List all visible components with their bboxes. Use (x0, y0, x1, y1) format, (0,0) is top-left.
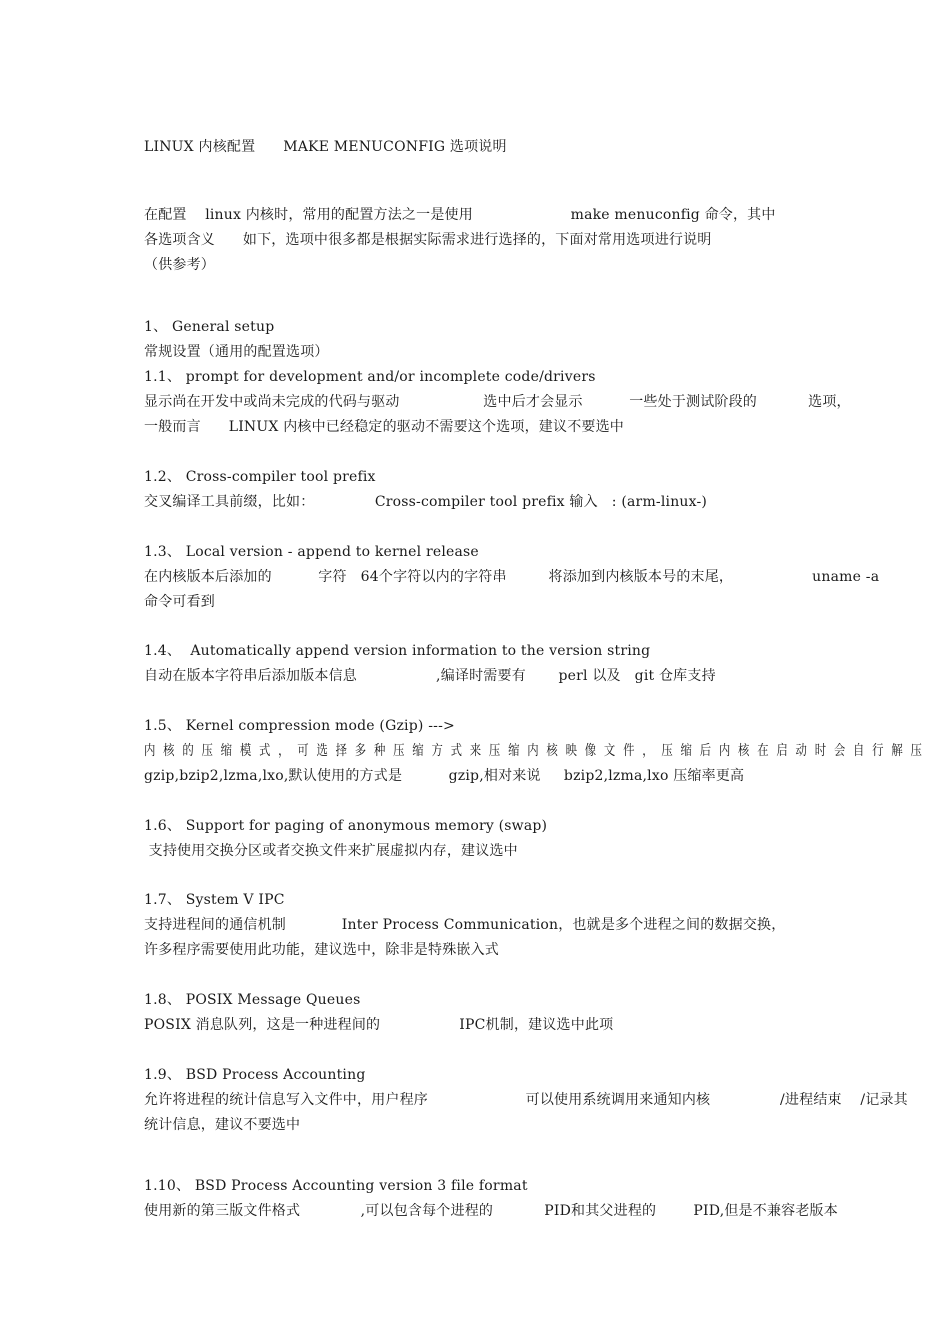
section-text: 自动在版本字符串后添加版本信息 ,编译时需要有 perl 以及 git 仓库支持 (144, 668, 716, 684)
section-text: 使用新的第三版文件格式 ,可以包含每个进程的 PID和其父进程的 PID,但是不兼容老版本 (144, 1203, 838, 1219)
section-text: 内核的压缩模式，可选择多种压缩方式来压缩内核映像文件，压缩后内核在启动时会自行解压 (144, 743, 930, 759)
section-heading: 1.6、 Support for paging of anonymous memory (swap) (144, 818, 548, 834)
section-text: gzip,bzip2,lzma,lxo,默认使用的方式是 gzip,相对来说 bzip2,lzma,lxo 压缩率更高 (144, 768, 745, 784)
section-text: 允许将进程的统计信息写入文件中，用户程序 可以使用系统调用来通知内核 /进程结束 /记录其 (144, 1092, 908, 1108)
section-heading: 1.5、 Kernel compression mode (Gzip) ---> (144, 718, 455, 734)
section-text: 统计信息，建议不要选中 (144, 1117, 301, 1133)
section-heading: 1.10、 BSD Process Accounting version 3 file format (144, 1178, 528, 1194)
section-text: 许多程序需要使用此功能，建议选中，除非是特殊嵌入式 (144, 942, 499, 958)
section-text: 常规设置（通用的配置选项） (144, 344, 329, 360)
section-heading: 1.9、 BSD Process Accounting (144, 1067, 366, 1083)
section-heading: 1.4、 Automatically append version information to the version string (144, 643, 651, 659)
section-heading: 1.7、 System V IPC (144, 892, 285, 908)
section-heading: 1.8、 POSIX Message Queues (144, 992, 361, 1008)
document-title: LINUX 内核配置 MAKE MENUCONFIG 选项说明 (144, 139, 507, 155)
section-text: 一般而言 LINUX 内核中已经稳定的驱动不需要这个选项，建议不要选中 (144, 419, 624, 435)
intro-line-1: 在配置 linux 内核时，常用的配置方法之一是使用 make menuconfig 命令，其中 (144, 207, 776, 223)
section-text: 显示尚在开发中或尚未完成的代码与驱动 选中后才会显示 一些处于测试阶段的 选项， (144, 394, 851, 410)
section-text: 交叉编译工具前缀，比如： Cross-compiler tool prefix 输入 : (arm-linux-) (144, 494, 708, 510)
section-text: 在内核版本后添加的 字符 64个字符以内的字符串 将添加到内核版本号的末尾， uname -a (144, 569, 880, 585)
section-text: 命令可看到 (144, 594, 215, 610)
intro-line-2: 各选项含义 如下，选项中很多都是根据实际需求进行选择的，下面对常用选项进行说明 (144, 232, 712, 248)
section-heading: 1.1、 prompt for development and/or incomplete code/drivers (144, 369, 596, 385)
section-heading: 1.2、 Cross-compiler tool prefix (144, 469, 376, 485)
section-text: POSIX 消息队列，这是一种进程间的 IPC机制，建议选中此项 (144, 1017, 614, 1033)
intro-line-3: （供参考） (144, 257, 215, 273)
section-text: 支持进程间的通信机制 Inter Process Communication，也就是多个进程之间的数据交换， (144, 917, 786, 933)
section-heading: 1、 General setup (144, 319, 275, 335)
section-text: 支持使用交换分区或者交换文件来扩展虚拟内存，建议选中 (144, 843, 518, 859)
section-heading: 1.3、 Local version - append to kernel release (144, 544, 479, 560)
